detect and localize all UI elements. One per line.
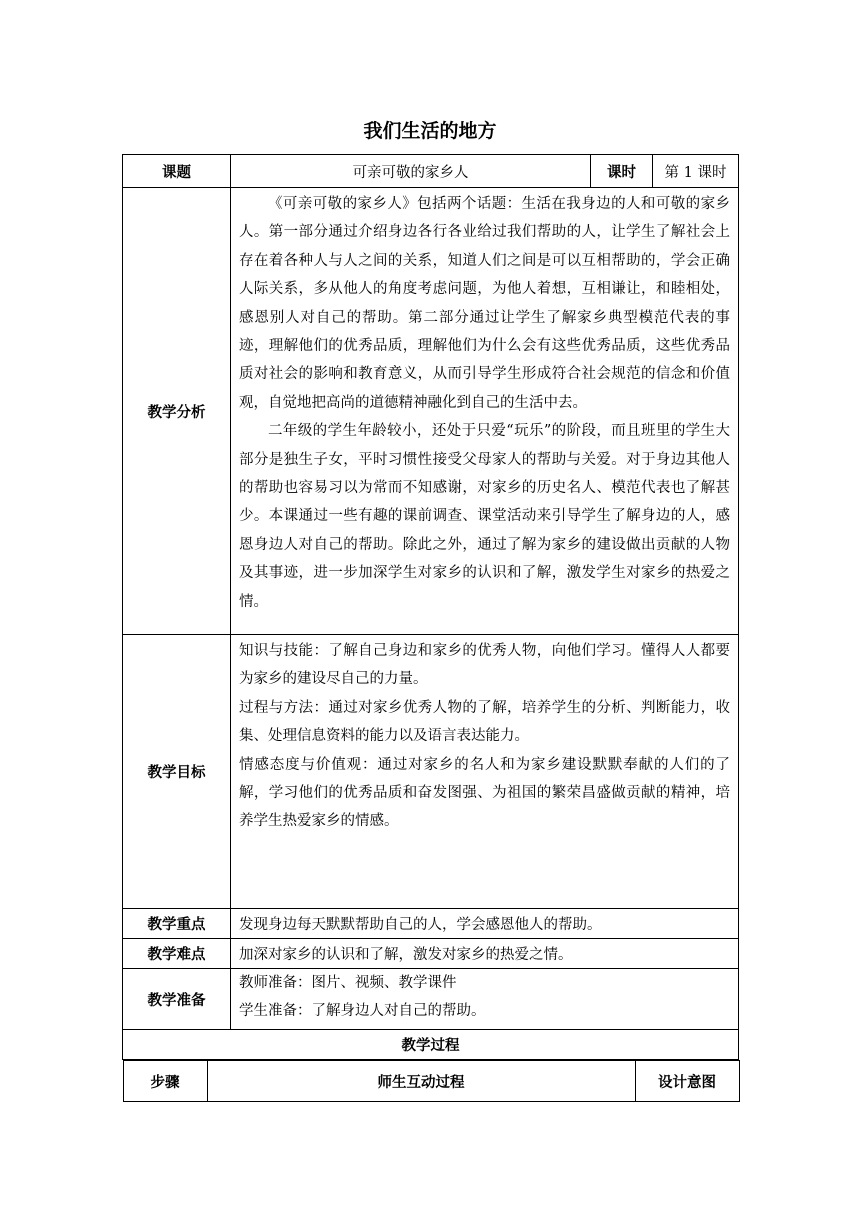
student-preparation: 学生准备：了解身边人对自己的帮助。 (239, 1003, 486, 1019)
goals-label: 教学目标 (123, 635, 231, 909)
difficulties-text: 加深对家乡的认识和了解，激发对家乡的热爱之情。 (231, 939, 739, 969)
process-heading: 教学过程 (123, 1030, 739, 1060)
analysis-label: 教学分析 (123, 188, 231, 635)
document-title: 我们生活的地方 (363, 120, 497, 142)
goals-content (231, 635, 739, 909)
process-heading-row (123, 1030, 739, 1060)
topic-value: 可亲可敬的家乡人 (231, 155, 591, 188)
key-points-row (123, 909, 739, 939)
key-points-label: 教学重点 (123, 909, 231, 939)
difficulties-row (123, 939, 739, 969)
topic-row (123, 155, 739, 188)
process-columns-table (123, 1060, 740, 1102)
process-header-row (123, 1060, 739, 1103)
preparation-row (123, 969, 739, 1030)
analysis-content (231, 188, 739, 635)
topic-label: 课题 (123, 155, 231, 188)
hours-label: 课时 (591, 155, 653, 188)
difficulties-label: 教学难点 (123, 939, 231, 969)
key-points-text: 发现身边每天默默帮助自己的人，学会感恩他人的帮助。 (231, 909, 739, 939)
goals-row (123, 635, 739, 909)
lesson-plan-table (122, 154, 739, 1102)
intent-column-header: 设计意图 (635, 1061, 739, 1102)
goal-process: 过程与方法：通过对家乡优秀人物的了解，培养学生的分析、判断能力，收集、处理信息资料的能力以及语言表达能力。 (239, 699, 730, 745)
preparation-label: 教学准备 (123, 969, 231, 1030)
goal-knowledge: 知识与技能：了解自己身边和家乡的优秀人物，向他们学习。懂得人人都要为家乡的建设尽自己的力量。 (239, 643, 730, 688)
step-column-header: 步骤 (123, 1061, 207, 1102)
hours-value: 第 1 课时 (653, 155, 739, 188)
analysis-paragraph: 《可亲可敬的家乡人》包括两个话题：生活在我身边的人和可敬的家乡人。第一部分通过介绍身边各行各业给过我们帮助的人，让学生了解社会上存在着各种人与人之间的关系，知道人们之间是可以互相帮助的，学会正确人际关系，多从他人的角度考虑问题，为他人着想，互相谦让，和睦相处，感恩别人对自己的帮助。第二部分通过让学生了解家乡典型模范代表的事迹，理解他们的优秀品质，理解他们为什么会有这些优秀品质，这些优秀品质对社会的影响和教育意义，从而引导学生形成符合社会规范的信念和价值观，自觉地把高尚的道德精神融化到自己的生活中去。 (239, 196, 730, 411)
teacher-preparation: 教师准备：图片、视频、教学课件 (239, 975, 457, 991)
goal-emotion: 情感态度与价值观：通过对家乡的名人和为家乡建设默默奉献的人们的了解，学习他们的优秀品质和奋发图强、为祖国的繁荣昌盛做贡献的精神，培养学生热爱家乡的情感。 (239, 756, 730, 830)
analysis-paragraph: 二年级的学生年龄较小，还处于只爱“玩乐”的阶段，而且班里的学生大部分是独生子女，平时习惯性接受父母家人的帮助与关爱。对于身边其他人的帮助也容易习以为常而不知感谢，对家乡的历史名人、模范代表也了解甚少。本课通过一些有趣的课前调查、课堂活动来引导学生了解身边的人，感恩身边人对自己的帮助。除此之外，通过了解为家乡的建设做出贡献的人物及其事迹，进一步加深学生对家乡的认识和了解，激发学生对家乡的热爱之情。 (239, 423, 730, 610)
preparation-content (231, 969, 739, 1030)
interaction-column-header: 师生互动过程 (207, 1061, 635, 1102)
analysis-row (123, 188, 739, 635)
